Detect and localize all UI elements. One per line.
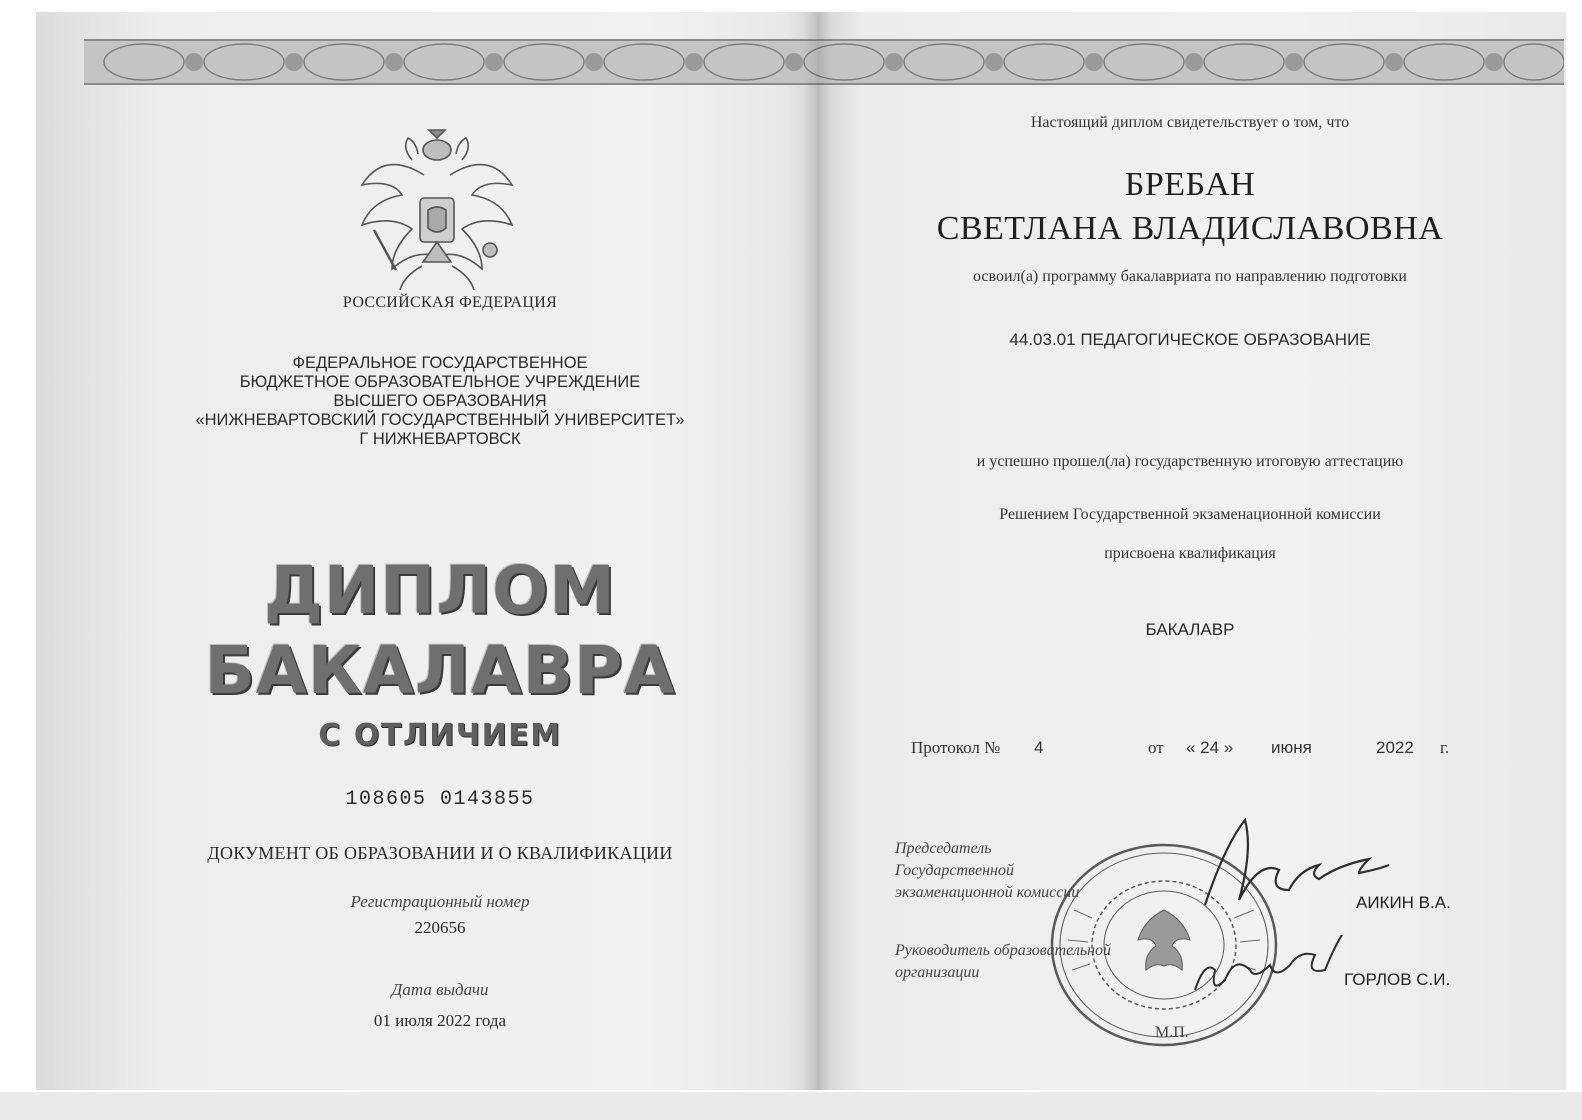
double-headed-eagle-icon xyxy=(352,120,522,296)
chair-label xyxy=(895,838,1175,904)
protocol-year-suffix: г. xyxy=(1440,738,1450,757)
page-fold xyxy=(803,12,831,1090)
chair-label-line: Председатель xyxy=(895,840,992,857)
scan-bottom-edge xyxy=(0,1092,1582,1120)
chair-label-line: экзаменационной комиссии xyxy=(895,884,1080,901)
federation-heading: РОССИЙСКАЯ ФЕДЕРАЦИЯ xyxy=(342,294,558,311)
protocol-from: от xyxy=(1148,738,1164,757)
chair-name: АИКИН В.А. xyxy=(1356,893,1451,912)
diploma-title-line1: ДИПЛОМ xyxy=(264,552,616,629)
registration-label: Регистрационный номер xyxy=(350,892,530,911)
head-label-line: Руководитель образовательной xyxy=(895,942,1112,959)
document-type: ДОКУМЕНТ ОБ ОБРАЗОВАНИИ И О КВАЛИФИКАЦИИ xyxy=(207,843,673,863)
head-name: ГОРЛОВ С.И. xyxy=(1344,970,1451,989)
protocol-number: 4 xyxy=(1034,738,1044,757)
institution-line: БЮДЖЕТНОЕ ОБРАЗОВАТЕЛЬНОЕ УЧРЕЖДЕНИЕ xyxy=(239,373,641,391)
head-label xyxy=(895,940,1195,984)
stamp-place-label: М.П. xyxy=(1155,1024,1189,1041)
chair-label-line: Государственной xyxy=(895,862,1014,879)
qualification-assigned-label: присвоена квалификация xyxy=(1104,545,1276,562)
program-intro: освоил(а) программу бакалавриата по направлению подготовки xyxy=(973,268,1407,285)
institution-name xyxy=(120,354,760,449)
institution-line: Г НИЖНЕВАРТОВСК xyxy=(359,430,521,448)
qualification: БАКАЛАВР xyxy=(1145,620,1235,639)
protocol-month: июня xyxy=(1271,738,1312,757)
commission-decision: Решением Государственной экзаменационной комиссии xyxy=(999,506,1381,523)
certification-intro: Настоящий диплом свидетельствует о том, что xyxy=(1030,114,1350,131)
issue-date: 01 июля 2022 года xyxy=(373,1011,507,1030)
protocol-year: 2022 xyxy=(1376,738,1414,757)
graduate-surname: БРЕБАН xyxy=(1124,166,1256,203)
honors-label: С ОТЛИЧИЕМ xyxy=(318,718,562,753)
institution-line: ВЫСШЕГО ОБРАЗОВАНИЯ xyxy=(333,392,547,410)
graduate-given-names: СВЕТЛАНА ВЛАДИСЛАВОВНА xyxy=(936,210,1444,247)
head-signature-icon xyxy=(1180,935,1350,1005)
registration-number: 220656 xyxy=(414,918,466,937)
protocol-label: Протокол № xyxy=(911,738,1001,757)
program-name: 44.03.01 ПЕДАГОГИЧЕСКОЕ ОБРАЗОВАНИЕ xyxy=(1009,330,1371,349)
serial-number: 108605 0143855 xyxy=(345,788,535,811)
head-label-line: организации xyxy=(895,964,980,981)
issue-date-label: Дата выдачи xyxy=(391,980,489,999)
institution-line: «НИЖНЕВАРТОВСКИЙ ГОСУДАРСТВЕННЫЙ УНИВЕРСИТЕТ» xyxy=(195,411,685,429)
diploma-title-line2: БАКАЛАВРА xyxy=(204,632,676,709)
attestation-text: и успешно прошел(ла) государственную итоговую аттестацию xyxy=(976,453,1404,470)
protocol-day: « 24 » xyxy=(1186,738,1234,757)
institution-line: ФЕДЕРАЛЬНОЕ ГОСУДАРСТВЕННОЕ xyxy=(292,354,588,372)
